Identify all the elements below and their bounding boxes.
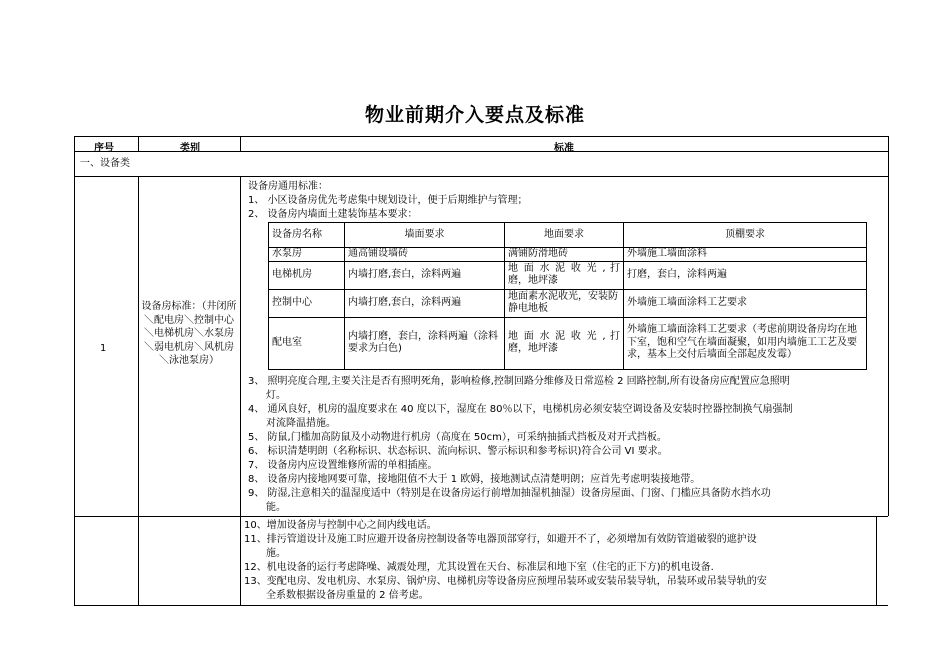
row1-line-9b: 能。	[266, 502, 286, 513]
row2-line-11b: 施。	[266, 548, 286, 559]
row1-line-6: 6、 标识清楚明朗（名称标识、状态标识、流向标识、警示标识和参考标识)符合公司 VI 要求。	[248, 446, 668, 457]
ceiling-requirement: 外墙施工墙面涂料	[624, 248, 867, 262]
room-name: 水泵房	[269, 248, 345, 262]
room-name: 电梯机房	[269, 261, 345, 289]
row1-seq: 1	[100, 343, 107, 354]
row1-line-7: 7、 设备房内应设置维修所需的单相插座。	[248, 460, 438, 471]
room-requirements-table	[268, 222, 867, 370]
table-row	[269, 261, 867, 289]
header-category: 类别	[180, 143, 200, 154]
page-title: 物业前期介入要点及标准	[364, 104, 585, 126]
table-row	[269, 317, 867, 369]
row1-line-3a: 3、 照明亮度合理,主要关注是否有照明死角，影响检修,控制回路分维修及日常巡检 2 回路控制,所有设备房应配置应急照明	[248, 376, 790, 387]
ceiling-requirement: 外墙施工墙面涂料工艺要求	[624, 289, 867, 317]
row2-line-10: 10、增加设备房与控制中心之间内线电话。	[244, 520, 437, 531]
floor-requirement: 满铺防滑地砖	[505, 248, 624, 262]
section-title: 一、设备类	[80, 158, 130, 169]
row1-line-4a: 4、 通风良好，机房的温度要求在 40 度以下，湿度在 80％以下，电梯机房必须安装空调设备及安装时控器控制换气扇强制	[248, 404, 793, 415]
room-table-header-row	[269, 223, 867, 248]
row1-line-4b: 对流降温措施。	[266, 418, 336, 429]
wall-requirement: 内墙打磨，套白，涂料两遍（涂料要求为白色)	[345, 317, 505, 369]
table-left-border	[74, 136, 75, 605]
seq-col-divider-header	[138, 136, 139, 151]
seq-col-divider-body	[138, 176, 139, 605]
floor-requirement: 地 面 水 泥 收 光 , 打磨，地坪漆	[505, 261, 624, 289]
wall-requirement: 内墙打磨,套白，涂料两遍	[345, 261, 505, 289]
header-standard: 标准	[554, 143, 574, 154]
floor-requirement: 地面素水泥收光，安装防静电地板	[505, 289, 624, 317]
wall-requirement: 内墙打磨,套白，涂料两遍	[345, 289, 505, 317]
row1-line-3b: 灯。	[266, 390, 286, 401]
cat-col-divider-body	[240, 176, 241, 605]
row1-item-1: 1、 小区设备房优先考虑集中规划设计，便于后期维护与管理；	[248, 195, 528, 206]
table-right-border	[888, 136, 889, 516]
floor-requirement: 地 面 水 泥 收 光 , 打磨，地坪漆	[505, 317, 624, 369]
room-name: 配电室	[269, 317, 345, 369]
row2-line-12: 12、机电设备的运行考虑降噪、减震处理，尤其设置在天台、标准层和地下室（住宅的正下方)的机电设备.	[244, 562, 714, 573]
room-table-col-floor: 地面要求	[505, 223, 624, 248]
section-bottom-border	[74, 176, 888, 177]
row1-item-2: 2、 设备房内墙面土建装饰基本要求：	[248, 209, 418, 220]
ceiling-requirement: 外墙施工墙面涂料工艺要求（考虑前期设备房均在地下室，饱和空气在墙面凝聚，如用内墙施工工艺及要求，基本上交付后墙面全部起皮发霉）	[624, 317, 867, 369]
header-seq: 序号	[94, 143, 114, 154]
cat-col-divider-header	[240, 136, 241, 151]
table-row	[269, 289, 867, 317]
row1-category: 设备房标准：（井闭所＼配电房＼控制中心＼电梯机房＼水泵房＼弱电机房＼风机房＼泳池泵房）	[141, 301, 237, 366]
row2-right-border	[876, 516, 877, 605]
row2-line-11a: 11、排污管道设计及施工时应避开设备房控制设备等电器顶部穿行，如避开不了，必须增加有效防管道破裂的遮护设	[244, 534, 757, 545]
wall-requirement: 通高铺设墙砖	[345, 248, 505, 262]
row1-line-8: 8、 设备房内接地网要可靠，接地阻值不大于 1 欧姆，接地测试点清楚明朗；应首先考虑明装接地带。	[248, 474, 701, 485]
row2-line-13b: 全系数根据设备房重量的 2 倍考虑。	[266, 590, 429, 601]
table-top-border	[74, 136, 888, 137]
row1-line-9a: 9、 防湿,注意相关的温湿度适中（特别是在设备房运行前增加抽湿机抽湿）设备房屋面、门窗、门槛应具备防水挡水功	[248, 488, 771, 499]
row1-line-5: 5、 防鼠,门槛加高防鼠及小动物进行机房（高度在 50cm），可采纳抽插式挡板及对开式挡板。	[248, 432, 667, 443]
table-bottom-border	[74, 605, 888, 606]
room-name: 控制中心	[269, 289, 345, 317]
row1-bottom-border	[74, 516, 888, 517]
room-table-col-wall: 墙面要求	[345, 223, 505, 248]
room-table-col-name: 设备房名称	[269, 223, 345, 248]
ceiling-requirement: 打磨，套白，涂料两遍	[624, 261, 867, 289]
row1-intro: 设备房通用标准：	[248, 181, 328, 192]
table-row	[269, 248, 867, 262]
room-table-col-ceiling: 顶棚要求	[624, 223, 867, 248]
row2-line-13a: 13、变配电房、发电机房、水泵房、锅炉房、电梯机房等设备房应预埋吊装环或安装吊装导轨，吊装环或吊装导轨的安	[244, 576, 767, 587]
